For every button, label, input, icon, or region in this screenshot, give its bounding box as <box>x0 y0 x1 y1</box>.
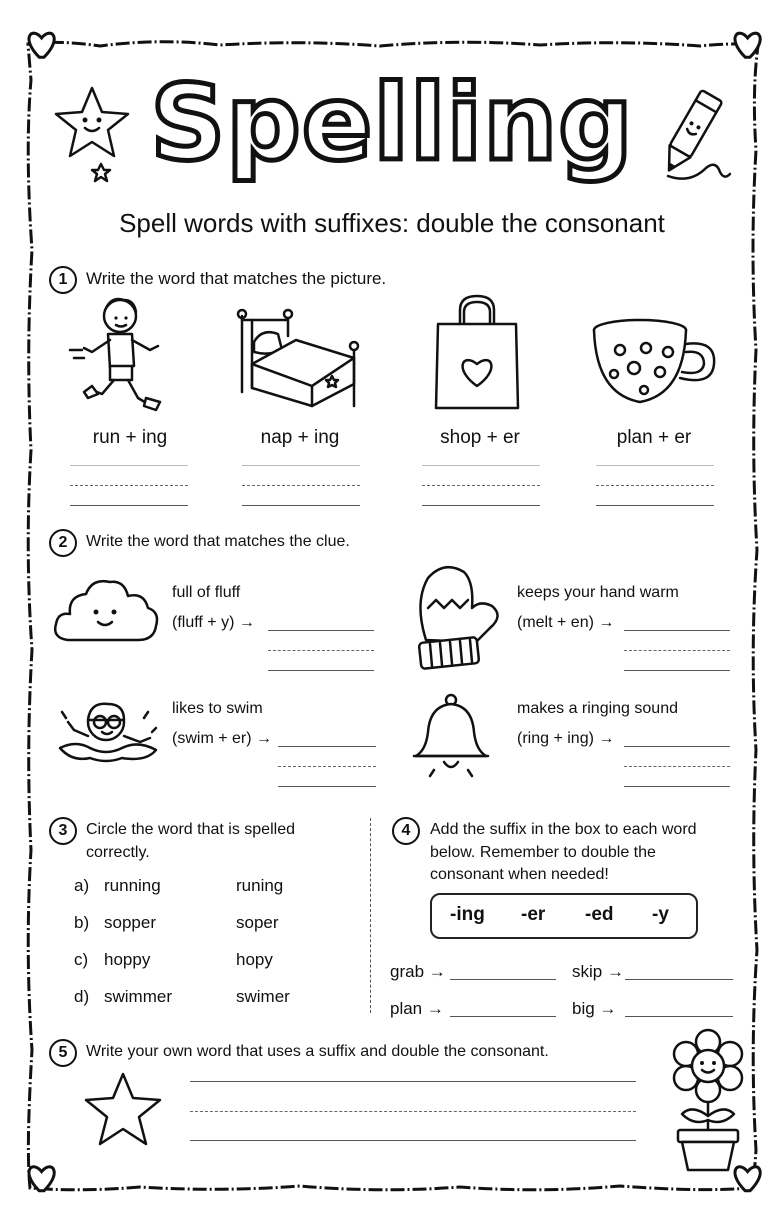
answer-line-plan[interactable] <box>450 1016 556 1017</box>
section-1-number: 1 <box>49 266 77 294</box>
section-1-instruction: Write the word that matches the picture. <box>86 269 387 288</box>
section-2-instruction: Write the word that matches the clue. <box>86 533 350 550</box>
row-letter-b: b) <box>74 913 90 932</box>
section-4-instruction-line1: Add the suffix in the box to each word <box>430 821 697 838</box>
option-hoppy[interactable]: hoppy <box>104 950 151 969</box>
bed-icon <box>232 306 362 410</box>
page-title: Spelling <box>150 62 634 184</box>
section-3-instruction-line1: Circle the word that is spelled <box>86 821 295 838</box>
formula-plan-er: plan + er <box>616 427 692 448</box>
formula-nap-ing: nap + ing <box>260 427 340 448</box>
suffix-ed: -ed <box>585 904 614 925</box>
answer-line-big[interactable] <box>625 1016 733 1017</box>
formula-melt-en: (melt + en) → <box>517 614 615 631</box>
bell-icon <box>410 692 492 784</box>
section-3-instruction-line2: correctly. <box>86 844 150 861</box>
formula-shop-er: shop + er <box>440 427 520 448</box>
option-sopper[interactable]: sopper <box>104 913 156 932</box>
cloud-icon <box>52 576 160 644</box>
shopping-bag-icon <box>432 294 522 414</box>
row-letter-d: d) <box>74 987 90 1006</box>
option-running[interactable]: running <box>104 876 161 895</box>
option-hopy[interactable]: hopy <box>236 950 273 969</box>
formula-fluff-y: (fluff + y) → <box>172 614 255 631</box>
section-5-number: 5 <box>49 1039 77 1067</box>
row-letter-c: c) <box>74 950 89 969</box>
formula-run-ing: run + ing <box>92 427 168 448</box>
star-outline-icon <box>82 1070 164 1148</box>
polka-dot-cup-icon <box>590 316 720 408</box>
section-3-number: 3 <box>49 817 77 845</box>
section-4-instruction-line2: below. Remember to double the <box>430 844 656 861</box>
option-soper[interactable]: soper <box>236 913 279 932</box>
clue-keeps-hand-warm: keeps your hand warm <box>517 584 679 601</box>
swimmer-icon <box>56 692 162 768</box>
answer-line-skip[interactable] <box>625 979 733 980</box>
suffix-y: -y <box>652 904 669 925</box>
formula-ring-ing: (ring + ing) → <box>517 730 615 747</box>
section-5-instruction: Write your own word that uses a suffix and double the consonant. <box>86 1043 549 1060</box>
suffix-er: -er <box>521 904 546 925</box>
word-skip: skip → <box>572 962 624 981</box>
suffix-ing: -ing <box>450 904 485 925</box>
section-divider <box>370 818 371 1013</box>
word-big: big → <box>572 999 617 1018</box>
flower-pot-icon <box>668 1028 748 1174</box>
option-runing[interactable]: runing <box>236 876 284 895</box>
word-plan: plan → <box>390 999 444 1018</box>
section-4-instruction-line3: consonant when needed! <box>430 866 609 883</box>
row-letter-a: a) <box>74 876 90 895</box>
mitten-icon <box>410 562 504 672</box>
answer-line-grab[interactable] <box>450 979 556 980</box>
formula-swim-er: (swim + er) → <box>172 730 272 747</box>
option-swimmer[interactable]: swimmer <box>104 987 172 1006</box>
section-4-number: 4 <box>392 817 420 845</box>
clue-makes-ringing-sound: makes a ringing sound <box>517 700 678 717</box>
word-grab: grab → <box>390 962 446 981</box>
clue-likes-to-swim: likes to swim <box>172 700 263 717</box>
clue-full-of-fluff: full of fluff <box>172 584 241 601</box>
option-swimer[interactable]: swimer <box>236 987 290 1006</box>
running-boy-icon <box>66 294 166 418</box>
page-subtitle: Spell words with suffixes: double the consonant <box>119 208 665 238</box>
section-2-number: 2 <box>49 529 77 557</box>
